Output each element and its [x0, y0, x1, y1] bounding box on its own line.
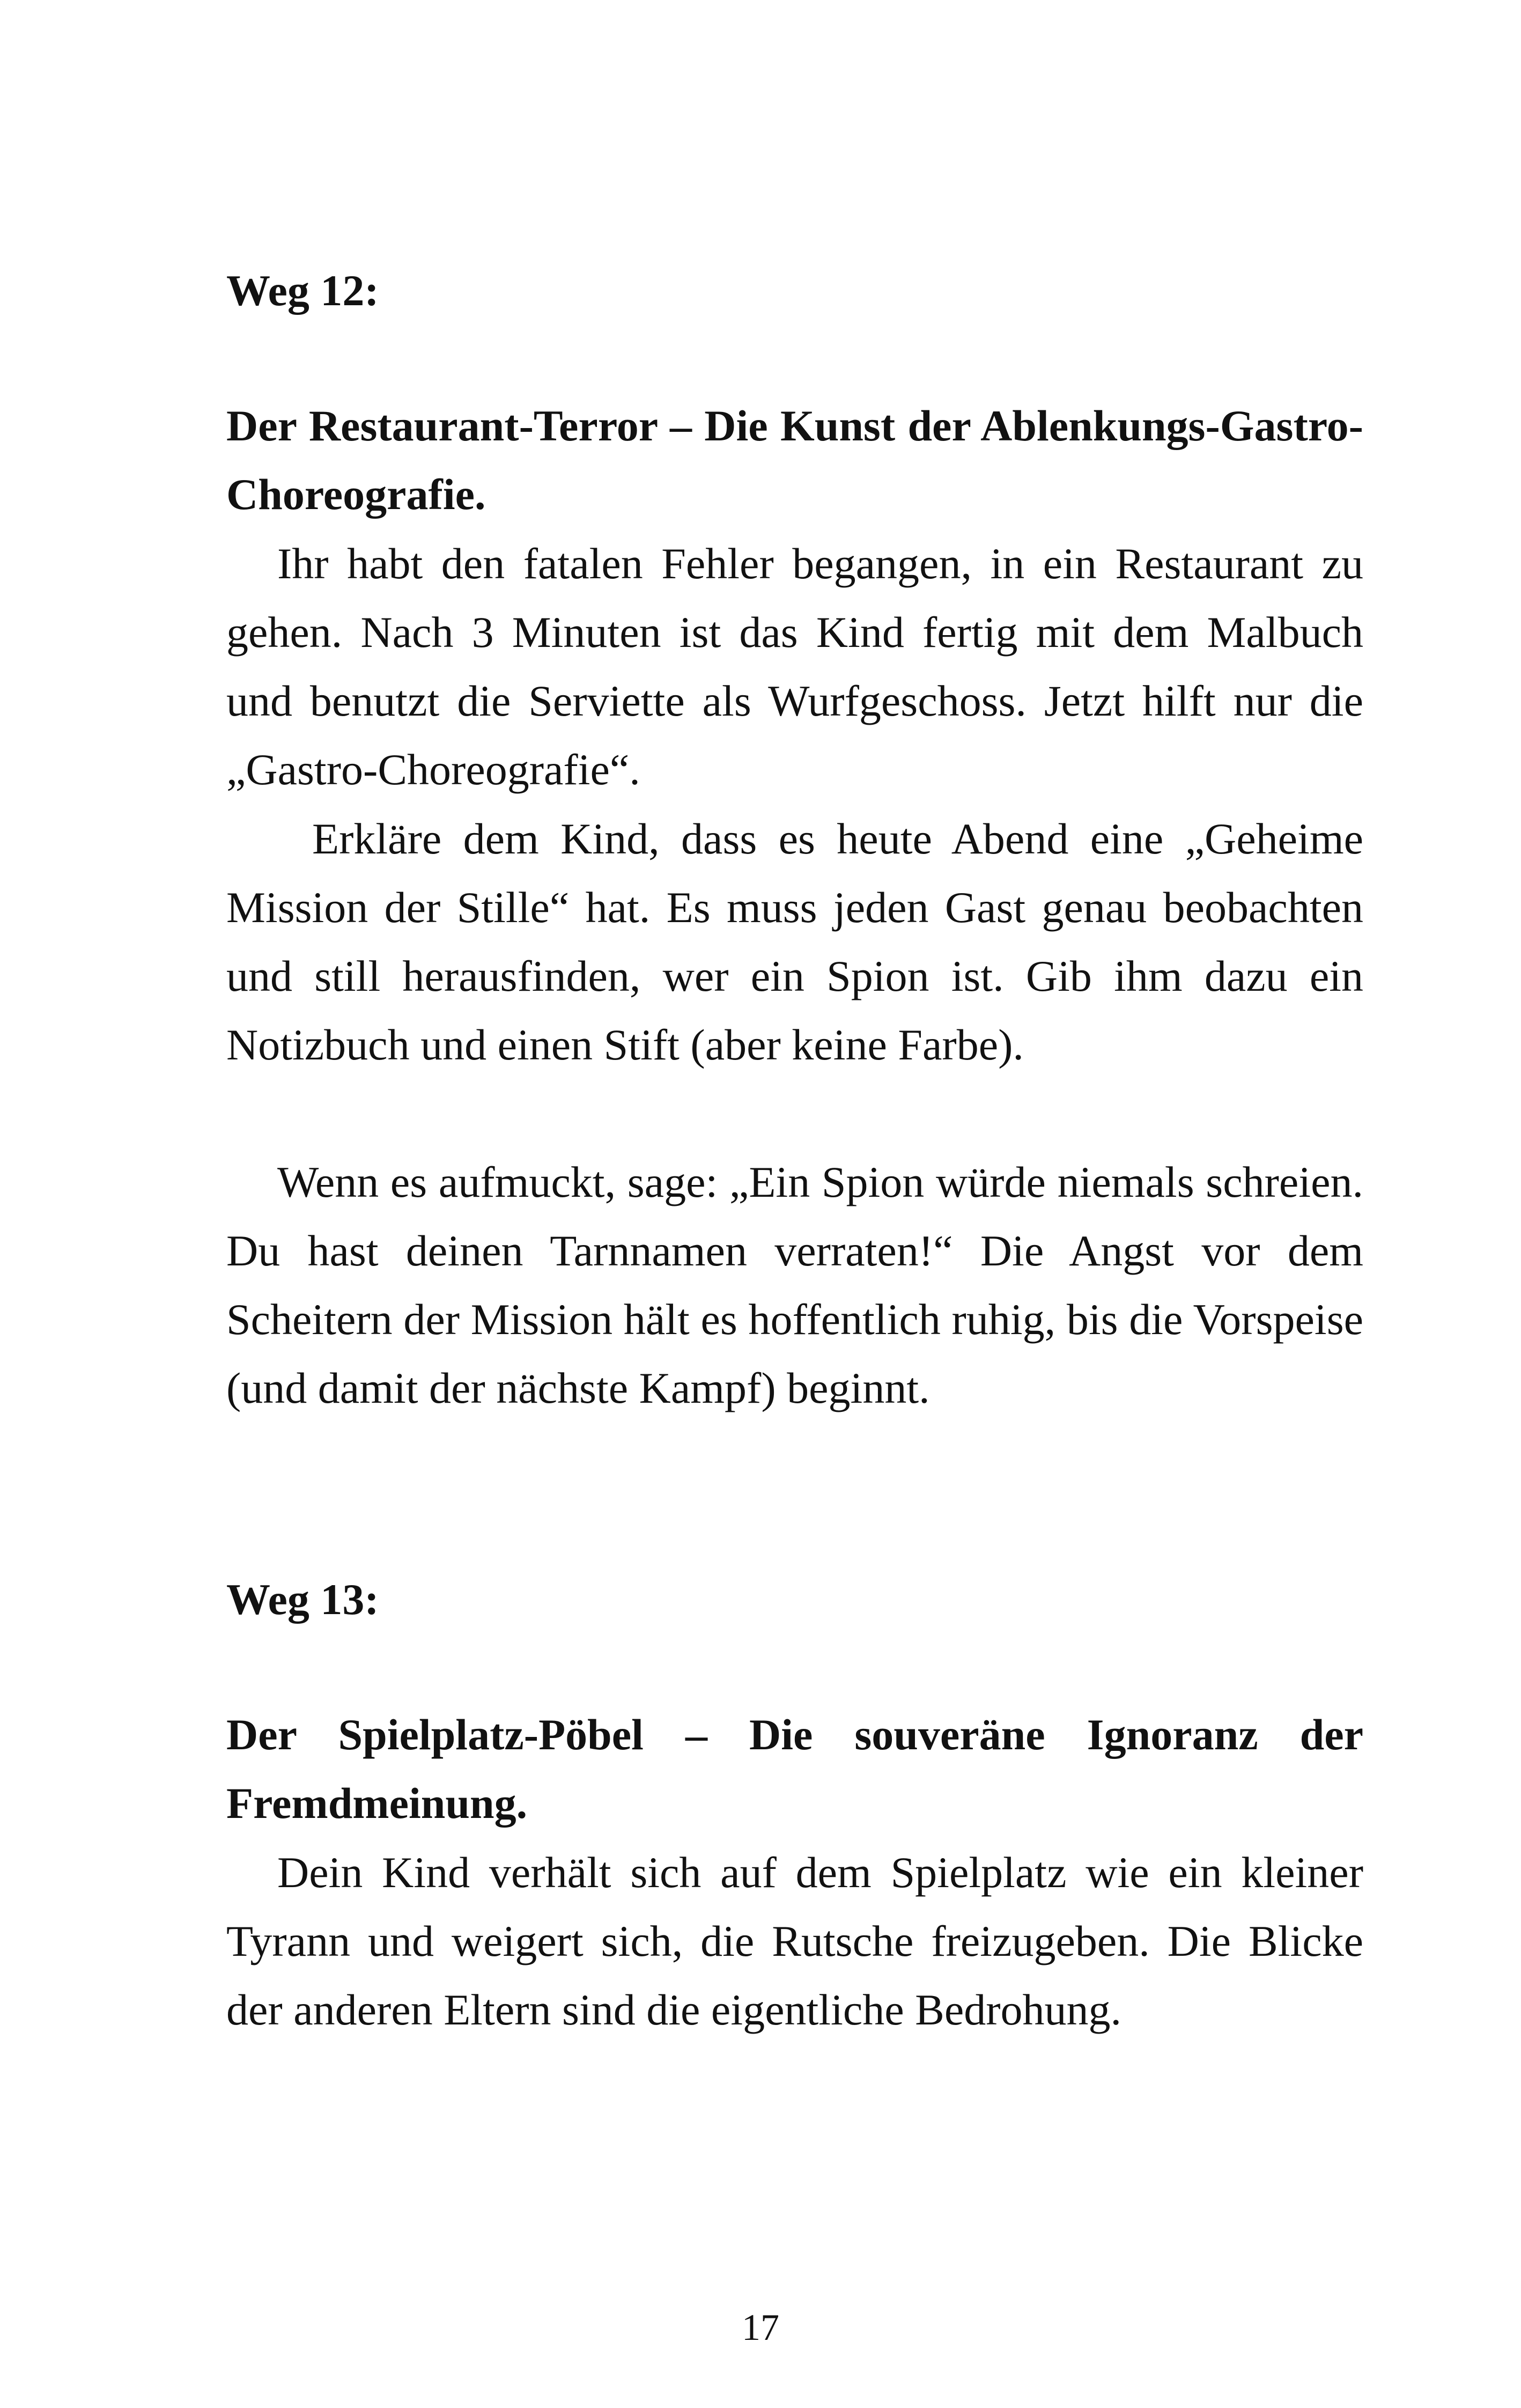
section-label-weg-13: Weg 13: — [226, 1575, 379, 1624]
paragraph: Erkläre dem Kind, dass es heute Abend eine „Geheime Mission der Stille“ hat. Es muss jeden Gast genau beobachten und still herausfinden, wer ein Spion ist. Gib ihm dazu ein Notizbuch und einen Stift (aber keine Farbe). — [226, 814, 1363, 1069]
paragraph: Ihr habt den fatalen Fehler begangen, in ein Restaurant zu gehen. Nach 3 Minuten ist das Kind fertig mit dem Malbuch und benutzt die Serviette als Wurfgeschoss. Jetzt hilft nur die „Gastro-Choreografie“. — [226, 539, 1363, 794]
page-number: 17 — [742, 2307, 779, 2348]
paragraph: Wenn es aufmuckt, sage: „Ein Spion würde niemals schreien. Du hast deinen Tarnnamen verraten!“ Die Angst vor dem Scheitern der Mission hält es hoffentlich ruhig, bis die Vorspeise (und damit der nächste Kampf) beginnt. — [226, 1158, 1363, 1412]
section-label-weg-12: Weg 12: — [226, 266, 379, 315]
section-title-weg-13: Der Spielplatz-Pöbel – Die souveräne Ignoranz der Fremdmeinung. — [226, 1710, 1363, 1828]
section-title-weg-12: Der Restaurant-Terror – Die Kunst der Ablenkungs-Gastro-Choreografie. — [226, 401, 1363, 519]
paragraph: Dein Kind verhält sich auf dem Spielplatz wie ein kleiner Tyrann und weigert sich, die Rutsche freizugeben. Die Blicke der anderen Eltern sind die eigentliche Bedrohung. — [226, 1848, 1363, 2034]
